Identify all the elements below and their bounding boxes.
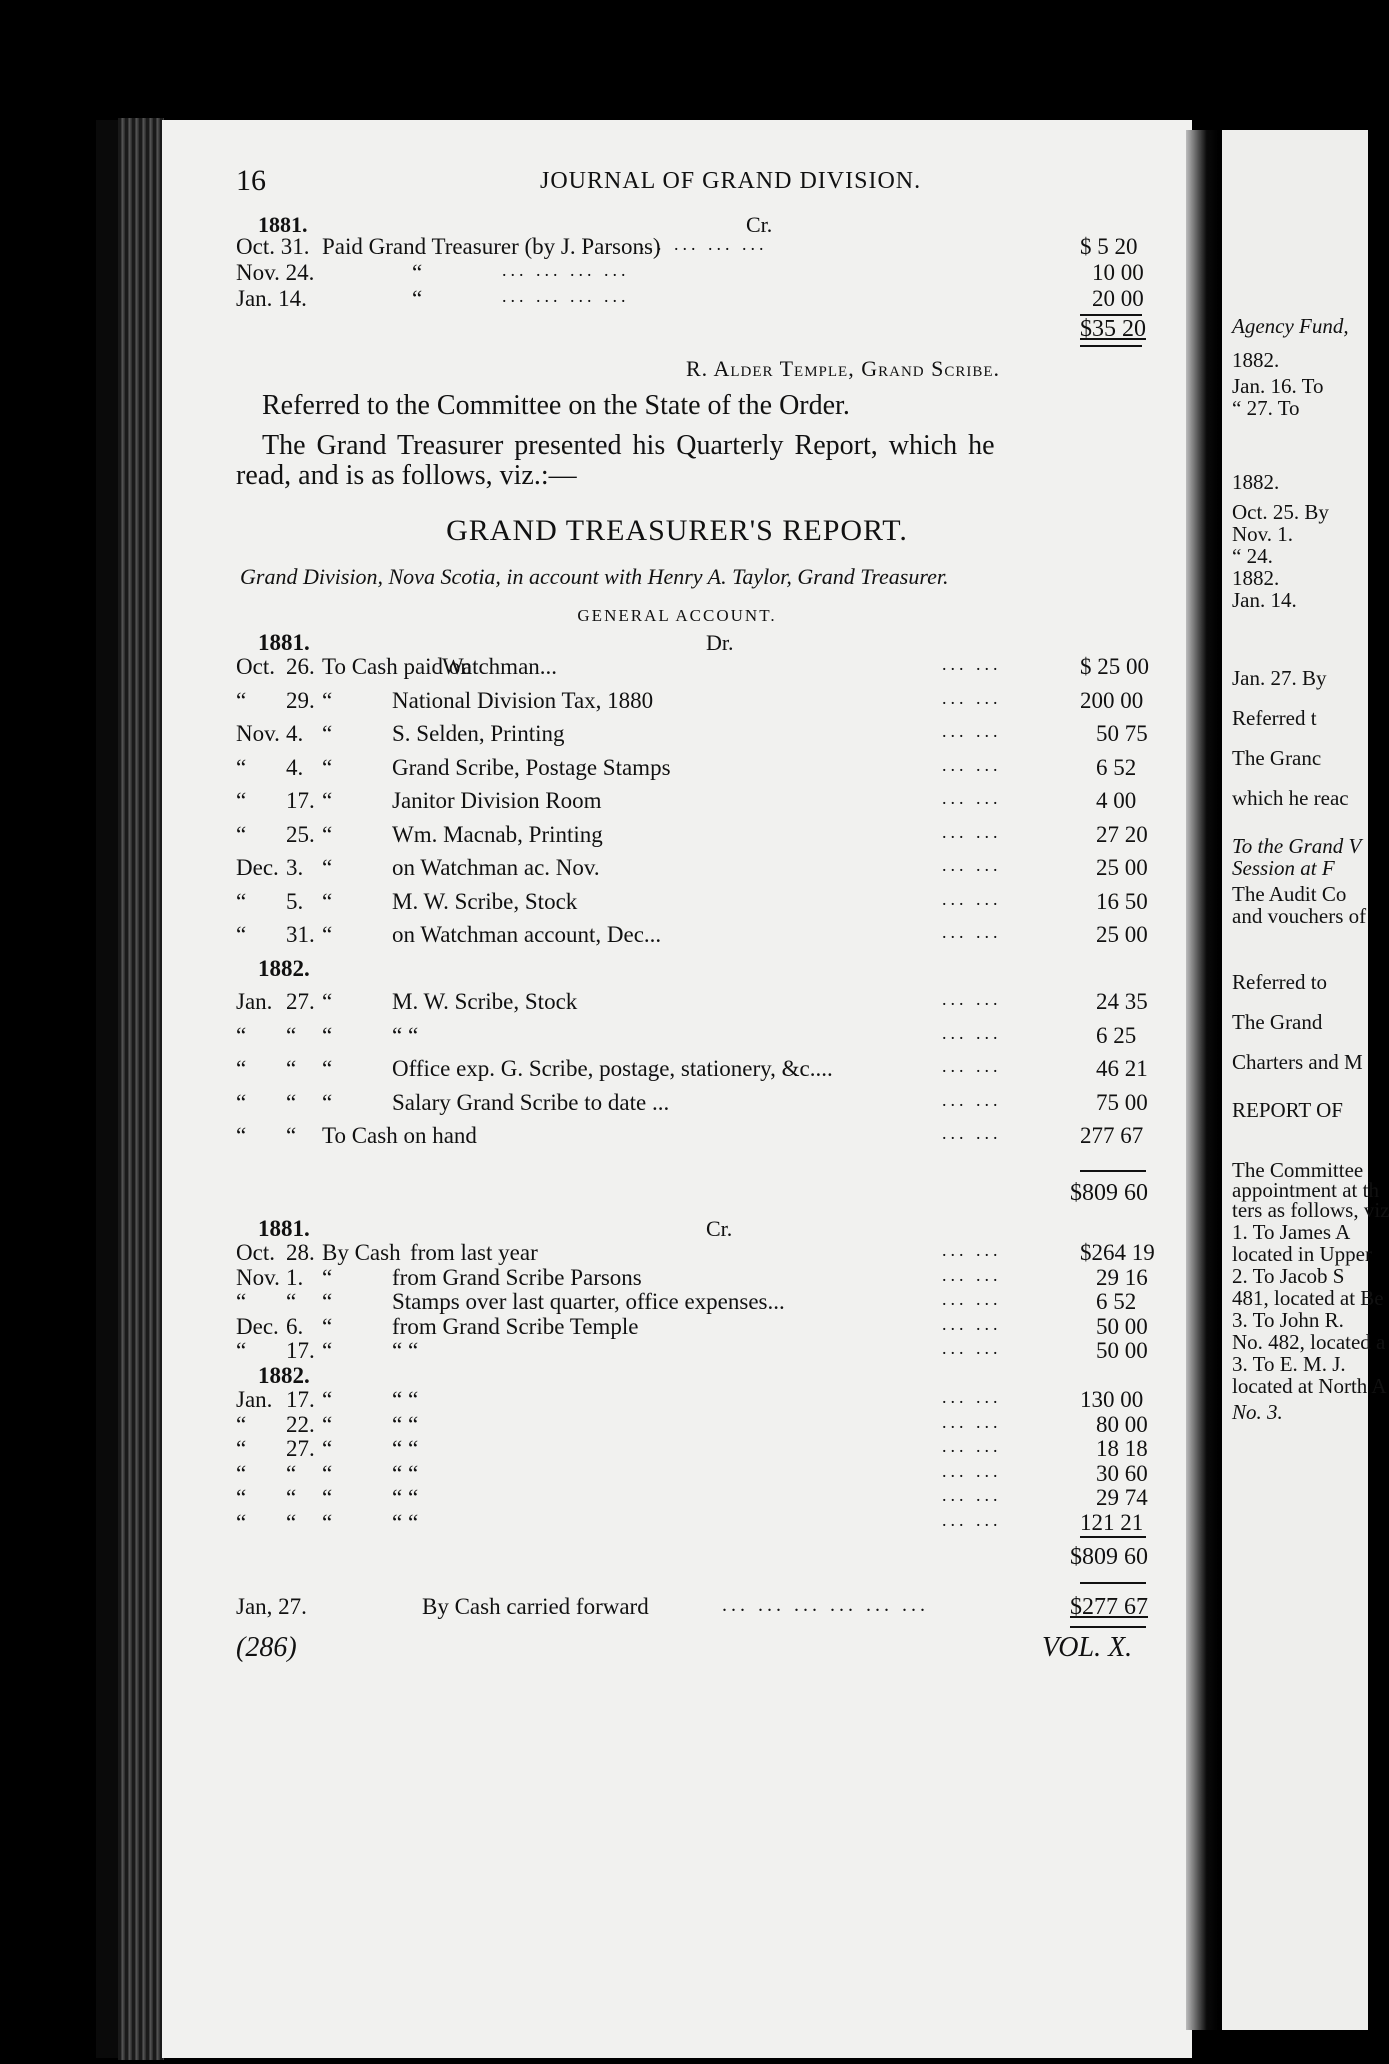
- row-ditto: To Cash on hand: [322, 1123, 477, 1148]
- right-page-text: The Audit Co: [1232, 882, 1347, 906]
- table-row: [162, 1240, 1192, 1266]
- row-amount: 27 20: [1096, 821, 1148, 847]
- row-amount: 24 35: [1096, 989, 1148, 1014]
- carried-forward-double-rule: [1070, 1626, 1146, 1628]
- row-amount: 20 00: [1092, 286, 1144, 311]
- row-ditto: “: [322, 1338, 333, 1363]
- row-day: “: [286, 1509, 297, 1535]
- table-row: [162, 260, 1192, 286]
- row-amount: $264 19: [1080, 1240, 1155, 1265]
- row-desc: “ “: [392, 1460, 419, 1486]
- table-row: [162, 1510, 1192, 1536]
- table-row: [162, 654, 1192, 680]
- top-cr-label: Cr.: [746, 212, 773, 237]
- row-month: Oct.: [236, 654, 275, 679]
- page-number: 16: [236, 164, 266, 197]
- row-desc: from Grand Scribe Parsons: [392, 1264, 642, 1290]
- row-amount: 50 00: [1096, 1313, 1148, 1339]
- running-title: JOURNAL OF GRAND DIVISION.: [540, 168, 922, 194]
- row-day: “: [286, 1123, 297, 1148]
- row-amount: 75 00: [1096, 1089, 1148, 1115]
- row-day: “: [286, 1460, 297, 1486]
- row-amount: 130 00: [1080, 1387, 1144, 1412]
- row-leader: ... ... ... ...: [502, 286, 630, 306]
- right-page-text: 1. To James A: [1232, 1220, 1351, 1244]
- row-desc: Grand Scribe, Postage Stamps: [392, 754, 671, 780]
- top-account-rows: [162, 234, 1192, 314]
- right-page-text: 2. To Jacob S: [1232, 1264, 1345, 1288]
- row-month: Dec.: [236, 855, 279, 880]
- report-title: GRAND TREASURER'S REPORT.: [446, 514, 908, 547]
- right-page-text: The Granc: [1232, 746, 1322, 770]
- row-date: Nov. 24.: [236, 260, 315, 285]
- row-month: “: [236, 1411, 247, 1437]
- row-amount: $ 25 00: [1080, 654, 1149, 679]
- row-desc: S. Selden, Printing: [392, 721, 565, 746]
- table-row: [162, 956, 1192, 982]
- row-amount: 6 52: [1096, 754, 1137, 780]
- row-amount: 6 52: [1096, 1289, 1137, 1314]
- row-ditto: “: [322, 1089, 333, 1115]
- right-page-text: To the Grand V: [1232, 834, 1362, 858]
- row-date: Jan. 14.: [236, 286, 307, 311]
- right-page-text: Jan. 27. By: [1232, 666, 1327, 690]
- right-page-fragment: [1222, 130, 1389, 2030]
- row-leader: ... ...: [942, 1509, 1002, 1530]
- row-leader: ... ...: [942, 1056, 1002, 1076]
- carried-forward-amount: $277 67: [1070, 1594, 1148, 1620]
- right-page-text: ters as follows, viz: [1232, 1198, 1389, 1222]
- top-year: 1881.: [258, 212, 308, 237]
- row-amount: 25 00: [1096, 855, 1148, 880]
- row-month: “: [236, 754, 247, 780]
- row-leader: ... ...: [942, 1338, 1002, 1358]
- row-amount: 16 50: [1096, 888, 1148, 914]
- table-row: [162, 1265, 1192, 1291]
- right-page-text: 3. To John R.: [1232, 1308, 1344, 1332]
- row-leader: ... ...: [942, 1460, 1002, 1481]
- cr-label: Cr.: [706, 1216, 733, 1241]
- right-page-text: appointment at th: [1232, 1178, 1379, 1202]
- left-page: [162, 120, 1192, 2058]
- table-row: [162, 1090, 1192, 1116]
- cr-rows: [162, 1240, 1192, 1560]
- row-day: “: [286, 1089, 297, 1115]
- row-desc: from last year: [410, 1240, 538, 1265]
- row-amount: $ 5 20: [1080, 234, 1138, 259]
- row-desc: M. W. Scribe, Stock: [392, 989, 578, 1014]
- row-day: 3.: [286, 855, 304, 880]
- row-month: “: [236, 1022, 247, 1048]
- paragraph-referred: Referred to the Committee on the State of the Order.: [262, 390, 850, 421]
- right-page-text: Oct. 25. By: [1232, 500, 1329, 524]
- row-amount: 4 00: [1096, 788, 1137, 813]
- table-row: [162, 1412, 1192, 1438]
- table-row: [162, 688, 1192, 714]
- row-month: “: [236, 687, 247, 713]
- row-amount: 50 00: [1096, 1338, 1148, 1363]
- row-amount: 80 00: [1096, 1411, 1148, 1437]
- row-leader: ... ...: [942, 1313, 1002, 1334]
- table-row: [162, 889, 1192, 915]
- row-leader: ... ...: [942, 788, 1002, 808]
- row-ditto: “: [322, 1022, 333, 1048]
- row-desc: Paid Grand Treasurer (by J. Parsons): [322, 234, 661, 259]
- row-desc: Wm. Macnab, Printing: [392, 821, 603, 847]
- row-ditto: “: [322, 888, 333, 914]
- right-page-text: No. 3.: [1232, 1400, 1283, 1424]
- row-ditto: “: [322, 855, 333, 880]
- row-day: 6.: [286, 1313, 304, 1339]
- row-ditto: “: [322, 721, 333, 746]
- row-amount: 6 25: [1096, 1022, 1137, 1048]
- row-day: 31.: [286, 922, 315, 947]
- right-page-text: located in Upper: [1232, 1242, 1372, 1266]
- book-spine-shadow: [96, 120, 120, 2058]
- row-ditto: To Cash paid on: [322, 654, 472, 679]
- row-ditto: “: [322, 922, 333, 947]
- row-amount: 50 75: [1096, 721, 1148, 746]
- row-month: Jan.: [236, 1387, 273, 1412]
- row-leader: ... ...: [942, 1411, 1002, 1432]
- cr-year: 1881.: [258, 1216, 310, 1241]
- row-amount: 29 74: [1096, 1485, 1148, 1510]
- row-amount: 121 21: [1080, 1509, 1144, 1535]
- table-row: [162, 1363, 1192, 1389]
- row-ditto: “: [322, 1411, 333, 1437]
- right-page-text: The Committee: [1232, 1158, 1364, 1182]
- table-row: [162, 922, 1192, 948]
- row-leader: ... ...: [942, 1289, 1002, 1309]
- row-amount: 25 00: [1096, 922, 1148, 947]
- row-day: 4.: [286, 721, 304, 746]
- row-amount: 277 67: [1080, 1123, 1144, 1148]
- row-day: 29.: [286, 687, 315, 713]
- row-month: “: [236, 788, 247, 813]
- row-ditto: “: [322, 1387, 333, 1412]
- row-ditto: By Cash: [322, 1240, 401, 1265]
- row-leader: ... ...: [942, 1123, 1002, 1143]
- row-ditto: “: [322, 1289, 333, 1314]
- cr-total-double-rule: [1080, 1582, 1146, 1584]
- table-row: [162, 286, 1192, 312]
- row-leader: ... ...: [942, 1264, 1002, 1285]
- row-day: 1.: [286, 1264, 304, 1290]
- row-amount: 10 00: [1092, 260, 1144, 285]
- row-leader: ... ...: [942, 1436, 1002, 1456]
- table-row: [162, 755, 1192, 781]
- general-account-label: GENERAL ACCOUNT.: [577, 606, 777, 625]
- row-ditto: “: [322, 754, 333, 780]
- row-amount: 18 18: [1096, 1436, 1148, 1461]
- row-date: Oct. 31.: [236, 234, 310, 259]
- table-row: [162, 1461, 1192, 1487]
- table-row: [162, 1338, 1192, 1364]
- row-leader: ... ...: [942, 922, 1002, 942]
- row-month: “: [236, 1436, 247, 1461]
- row-leader: ... ...: [942, 1485, 1002, 1505]
- row-desc: from Grand Scribe Temple: [392, 1313, 639, 1339]
- row-month: “: [236, 1123, 247, 1148]
- table-row: [162, 1387, 1192, 1413]
- right-page-text: REPORT OF: [1232, 1098, 1343, 1122]
- row-ditto: “: [322, 1264, 333, 1290]
- table-row: [162, 1314, 1192, 1340]
- right-page-text: 1882.: [1232, 348, 1280, 372]
- carried-forward-leader: ... ... ... ... ... ...: [722, 1594, 929, 1616]
- right-page-text: located at North A: [1232, 1374, 1387, 1398]
- row-leader: ... ...: [942, 855, 1002, 875]
- row-day: “: [286, 1289, 297, 1314]
- right-page-text: 481, located at Be: [1232, 1286, 1384, 1310]
- row-leader: ... ...: [942, 1022, 1002, 1043]
- cr-total-rule: [1080, 1536, 1146, 1538]
- right-page-text: Jan. 14.: [1232, 588, 1297, 612]
- carried-forward-date: Jan, 27.: [236, 1594, 307, 1619]
- row-day: 4.: [286, 754, 304, 780]
- dr-total-rule: [1080, 1170, 1146, 1172]
- row-leader: ... ...: [942, 1387, 1002, 1407]
- row-leader: ... ...: [942, 721, 1002, 741]
- row-month: “: [236, 1089, 247, 1115]
- top-total: $35 20: [1080, 316, 1146, 342]
- row-desc: Janitor Division Room: [392, 788, 602, 813]
- table-row: [162, 1289, 1192, 1315]
- row-ditto: “: [322, 1460, 333, 1486]
- dr-total: $809 60: [1070, 1180, 1148, 1206]
- row-year: 1882.: [258, 1362, 310, 1388]
- right-page-text: “ 27. To: [1232, 396, 1300, 420]
- table-row: [162, 234, 1192, 260]
- row-month: “: [236, 922, 247, 947]
- table-row: [162, 989, 1192, 1015]
- row-ditto: “: [322, 1509, 333, 1535]
- row-leader: ... ...: [942, 754, 1002, 775]
- row-month: Jan.: [236, 989, 273, 1014]
- paragraph-treasurer-2: read, and is as follows, viz.:—: [236, 460, 577, 491]
- row-month: Nov.: [236, 721, 280, 746]
- row-ditto: “: [322, 1485, 333, 1510]
- right-page-text: The Grand: [1232, 1010, 1323, 1034]
- row-desc: “ “: [392, 1022, 419, 1048]
- signature: R. Alder Temple, Grand Scribe.: [686, 356, 1001, 381]
- row-amount: 29 16: [1096, 1264, 1148, 1290]
- row-leader: ... ...: [942, 821, 1002, 842]
- right-page-text: 1882.: [1232, 566, 1280, 590]
- row-day: 25.: [286, 821, 315, 847]
- row-desc: Stamps over last quarter, office expenses...: [392, 1289, 785, 1314]
- right-page-text: Referred t: [1232, 706, 1317, 730]
- dr-year: 1881.: [258, 630, 310, 655]
- dr-rows: [162, 654, 1192, 1148]
- row-ditto: “: [322, 1436, 333, 1461]
- row-day: 28.: [286, 1240, 315, 1265]
- right-page-text: Referred to: [1232, 970, 1328, 994]
- row-day: 27.: [286, 1436, 315, 1461]
- table-row: [162, 1485, 1192, 1511]
- right-page-text: Session at F: [1232, 856, 1335, 880]
- row-desc: Salary Grand Scribe to date ...: [392, 1089, 670, 1115]
- row-amount: 30 60: [1096, 1460, 1148, 1486]
- right-page-text: 3. To E. M. J.: [1232, 1352, 1346, 1376]
- row-desc: “ “: [392, 1338, 419, 1363]
- row-day: 26.: [286, 654, 315, 679]
- row-amount: 200 00: [1080, 687, 1144, 713]
- right-page-text: which he reac: [1232, 786, 1349, 810]
- row-month: “: [236, 888, 247, 914]
- row-leader: ... ...: [942, 989, 1002, 1009]
- row-desc: “ “: [392, 1387, 419, 1412]
- row-desc: on Watchman ac. Nov.: [392, 855, 600, 880]
- table-row: [162, 1123, 1192, 1149]
- table-row: [162, 822, 1192, 848]
- book-spine: [118, 118, 164, 2060]
- row-day: “: [286, 1022, 297, 1048]
- row-month: “: [236, 1289, 247, 1314]
- row-amount: 46 21: [1096, 1056, 1148, 1081]
- right-page-text: Charters and M: [1232, 1050, 1363, 1074]
- row-desc: National Division Tax, 1880: [392, 687, 654, 713]
- right-page-text: “ 24.: [1232, 544, 1273, 568]
- top-total-double-rule: [1080, 345, 1142, 347]
- row-desc: “: [412, 286, 423, 311]
- row-leader: ... ... ... ...: [640, 234, 768, 254]
- row-desc: “: [412, 260, 423, 285]
- row-year: 1882.: [258, 955, 310, 981]
- row-ditto: “: [322, 1056, 333, 1081]
- row-desc: M. W. Scribe, Stock: [392, 888, 578, 914]
- footer-right: VOL. X.: [1042, 1632, 1133, 1663]
- row-desc: Office exp. G. Scribe, postage, stationery, &c....: [392, 1056, 833, 1081]
- row-desc: “ “: [392, 1436, 419, 1461]
- row-ditto: “: [322, 989, 333, 1014]
- report-subtitle: Grand Division, Nova Scotia, in account with Henry A. Taylor, Grand Treasurer.: [240, 564, 949, 589]
- row-day: “: [286, 1485, 297, 1510]
- row-desc: “ “: [392, 1509, 419, 1535]
- row-month: Nov.: [236, 1264, 280, 1290]
- row-month: “: [236, 821, 247, 847]
- table-row: [162, 1023, 1192, 1049]
- row-month: “: [236, 1485, 247, 1510]
- row-day: 17.: [286, 1387, 315, 1412]
- table-row: [162, 1056, 1192, 1082]
- right-page-text: and vouchers of: [1232, 904, 1367, 928]
- paragraph-treasurer-1: The Grand Treasurer presented his Quarterly Report, which he: [262, 430, 995, 461]
- row-day: 17.: [286, 1338, 315, 1363]
- row-leader: ... ...: [942, 888, 1002, 909]
- row-leader: ... ...: [942, 1089, 1002, 1110]
- row-desc: on Watchman account, Dec...: [392, 922, 662, 947]
- row-leader: ... ...: [942, 654, 1002, 674]
- right-page-text: No. 482, located a: [1232, 1330, 1386, 1354]
- row-leader: ... ...: [942, 687, 1002, 708]
- cr-total: $809 60: [1070, 1544, 1148, 1570]
- row-ditto: “: [322, 1313, 333, 1339]
- row-month: Dec.: [236, 1313, 279, 1339]
- footer-left: (286): [236, 1632, 297, 1663]
- row-day: 27.: [286, 989, 315, 1014]
- dr-label: Dr.: [706, 630, 734, 655]
- table-row: [162, 1436, 1192, 1462]
- row-month: “: [236, 1338, 247, 1363]
- right-page-text: Agency Fund,: [1232, 314, 1349, 338]
- row-desc: Watchman...: [442, 654, 558, 679]
- row-leader: ... ... ... ...: [502, 260, 630, 280]
- right-page-text: 1882.: [1232, 470, 1280, 494]
- carried-forward-desc: By Cash carried forward: [422, 1594, 649, 1619]
- right-page-text: Jan. 16. To: [1232, 374, 1324, 398]
- row-ditto: “: [322, 687, 333, 713]
- row-day: 22.: [286, 1411, 315, 1437]
- row-day: 17.: [286, 788, 315, 813]
- row-day: 5.: [286, 888, 304, 914]
- row-leader: ... ...: [942, 1240, 1002, 1260]
- row-month: Oct.: [236, 1240, 275, 1265]
- row-month: “: [236, 1460, 247, 1486]
- row-ditto: “: [322, 788, 333, 813]
- row-month: “: [236, 1509, 247, 1535]
- row-day: “: [286, 1056, 297, 1081]
- table-row: [162, 721, 1192, 747]
- row-desc: “ “: [392, 1485, 419, 1510]
- row-month: “: [236, 1056, 247, 1081]
- table-row: [162, 788, 1192, 814]
- right-page-text: Nov. 1.: [1232, 522, 1294, 546]
- row-desc: “ “: [392, 1411, 419, 1437]
- table-row: [162, 855, 1192, 881]
- row-ditto: “: [322, 821, 333, 847]
